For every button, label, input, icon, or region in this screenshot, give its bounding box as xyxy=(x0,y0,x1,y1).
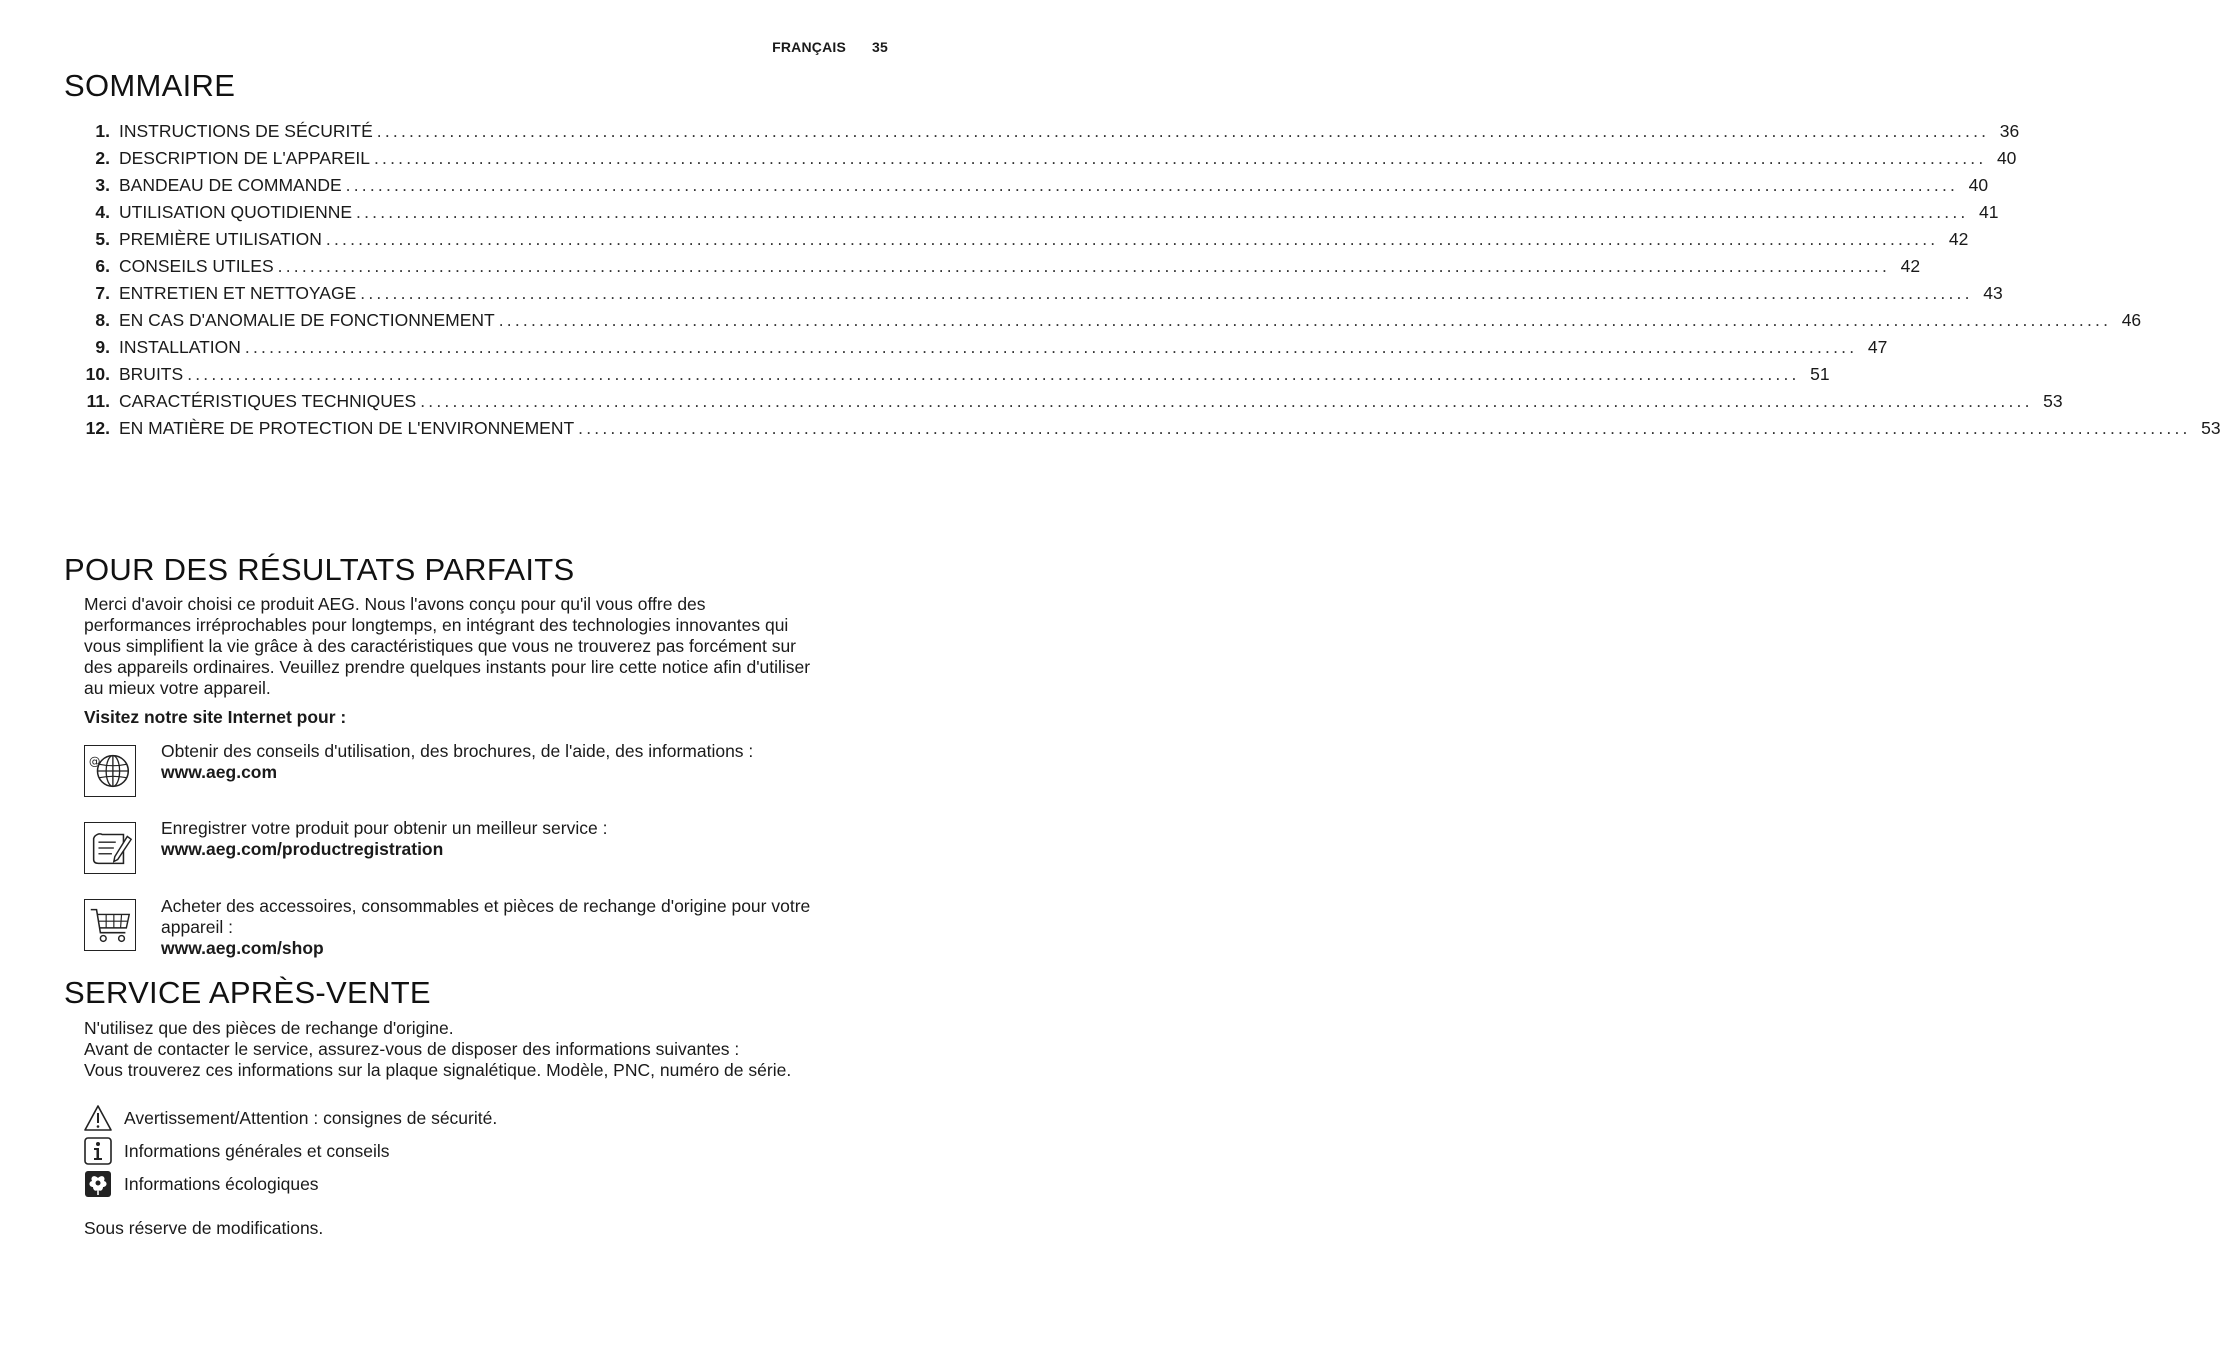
toc-number: 11. xyxy=(86,391,110,411)
toc-number: 5. xyxy=(95,229,110,249)
toc-page-number: 47 xyxy=(1867,337,1888,357)
toc-number: 1. xyxy=(95,121,110,141)
toc-number: 2. xyxy=(95,148,110,168)
toc-number: 6. xyxy=(95,256,110,276)
toc-entry[interactable] xyxy=(70,364,1830,391)
legend-eco xyxy=(84,1170,319,1198)
toc-title: INSTALLATION xyxy=(119,337,241,357)
page-number: 35 xyxy=(872,39,888,55)
toc-leader-dots: ........................................................................................................................................................................................................ xyxy=(360,283,1973,303)
link-description: Enregistrer votre produit pour obtenir un meilleur service : xyxy=(161,818,608,838)
page-header xyxy=(772,39,888,55)
toc-number: 9. xyxy=(95,337,110,357)
toc-title: EN MATIÈRE DE PROTECTION DE L'ENVIRONNEMENT xyxy=(119,418,575,438)
toc-title: EN CAS D'ANOMALIE DE FONCTIONNEMENT xyxy=(119,310,495,330)
link-description: appareil : xyxy=(161,917,233,937)
toc-page-number: 42 xyxy=(1900,256,1921,276)
intro-line: Merci d'avoir choisi ce produit AEG. Nous l'avons conçu pour qu'il vous offre des xyxy=(84,594,706,614)
toc-title: CONSEILS UTILES xyxy=(119,256,274,276)
toc-entry[interactable] xyxy=(70,337,1888,364)
eco-icon xyxy=(84,1170,112,1198)
toc-page-number: 40 xyxy=(1968,175,1989,195)
globe-at-icon xyxy=(84,745,136,797)
toc-leader-dots: ........................................................................................................................................................................................................ xyxy=(420,391,2033,411)
toc-page-number: 41 xyxy=(1978,202,1999,222)
link-website xyxy=(161,741,891,783)
toc-leader-dots: ........................................................................................................................................................................................................ xyxy=(187,364,1800,384)
link-registration xyxy=(161,818,891,860)
toc-title: INSTRUCTIONS DE SÉCURITÉ xyxy=(119,121,373,141)
toc-number: 10. xyxy=(85,364,110,384)
service-heading: SERVICE APRÈS-VENTE xyxy=(64,975,431,1010)
toc-page-number: 36 xyxy=(1999,121,2020,141)
intro-line: au mieux votre appareil. xyxy=(84,678,271,698)
svg-text:@: @ xyxy=(88,754,101,769)
legend-info xyxy=(84,1137,390,1165)
results-heading: POUR DES RÉSULTATS PARFAITS xyxy=(64,552,575,587)
registration-form-icon xyxy=(84,822,136,874)
intro-line: vous simplifient la vie grâce à des caractéristiques que vous ne trouverez pas forcément sur xyxy=(84,636,797,656)
toc-page-number: 53 xyxy=(2201,418,2221,438)
toc-number: 12. xyxy=(85,418,110,438)
toc-leader-dots: ........................................................................................................................................................................................................ xyxy=(325,229,1939,249)
toc-entry[interactable] xyxy=(70,148,2017,175)
legend-text: Avertissement/Attention : consignes de sécurité. xyxy=(124,1107,498,1128)
link-description: Obtenir des conseils d'utilisation, des brochures, de l'aide, des informations : xyxy=(161,741,754,761)
toc-number: 3. xyxy=(95,175,110,195)
toc-title: PREMIÈRE UTILISATION xyxy=(119,229,322,249)
toc-leader-dots: ........................................................................................................................................................................................................ xyxy=(578,418,2191,438)
toc-title: ENTRETIEN ET NETTOYAGE xyxy=(119,283,357,303)
visit-label: Visitez notre site Internet pour : xyxy=(84,707,347,727)
toc-heading: SOMMAIRE xyxy=(64,68,236,103)
legend-warning xyxy=(84,1104,497,1132)
toc-page-number: 53 xyxy=(2043,391,2063,411)
toc-entry[interactable] xyxy=(70,283,2003,310)
service-line: Avant de contacter le service, assurez-vous de disposer des informations suivantes : xyxy=(84,1039,740,1059)
website-link[interactable]: www.aeg.com xyxy=(161,762,278,782)
shopping-cart-icon xyxy=(84,899,136,951)
toc-title: BRUITS xyxy=(119,364,184,384)
toc-page-number: 43 xyxy=(1983,283,2003,303)
service-paragraph xyxy=(84,1018,896,1081)
warning-icon xyxy=(84,1104,112,1132)
shop-link[interactable]: www.aeg.com/shop xyxy=(161,938,324,958)
toc-entry[interactable] xyxy=(70,391,2063,418)
intro-line: performances irréprochables pour longtemps, en intégrant des technologies innovantes qui xyxy=(84,615,789,635)
toc-entry[interactable] xyxy=(70,418,2221,445)
toc-page-number: 42 xyxy=(1948,229,1969,249)
toc-leader-dots: ........................................................................................................................................................................................................ xyxy=(376,121,1990,141)
legend-text: Informations générales et conseils xyxy=(124,1140,390,1161)
toc-number: 4. xyxy=(95,202,110,222)
toc-entry[interactable] xyxy=(70,202,1999,229)
toc-entry[interactable] xyxy=(70,310,2142,337)
toc-leader-dots: ........................................................................................................................................................................................................ xyxy=(345,175,1959,195)
toc-entry[interactable] xyxy=(70,121,2020,148)
registration-link[interactable]: www.aeg.com/productregistration xyxy=(161,839,444,859)
toc-entry[interactable] xyxy=(70,229,1969,256)
info-icon xyxy=(84,1137,112,1165)
toc-leader-dots: ........................................................................................................................................................................................................ xyxy=(277,256,1891,276)
toc-page-number: 51 xyxy=(1810,364,1830,384)
toc-number: 8. xyxy=(95,310,110,330)
toc-leader-dots: ........................................................................................................................................................................................................ xyxy=(356,202,1969,222)
table-of-contents xyxy=(70,121,2221,445)
service-line: N'utilisez que des pièces de rechange d'origine. xyxy=(84,1018,454,1038)
toc-title: CARACTÉRISTIQUES TECHNIQUES xyxy=(119,391,417,411)
toc-page-number: 46 xyxy=(2121,310,2142,330)
toc-leader-dots: ........................................................................................................................................................................................................ xyxy=(374,148,1987,168)
toc-entry[interactable] xyxy=(70,256,1921,283)
toc-number: 7. xyxy=(95,283,110,303)
link-shop xyxy=(161,896,891,959)
service-line: Vous trouverez ces informations sur la plaque signalétique. Modèle, PNC, numéro de série. xyxy=(84,1060,792,1080)
legend-text: Informations écologiques xyxy=(124,1173,319,1194)
toc-leader-dots: ........................................................................................................................................................................................................ xyxy=(498,310,2112,330)
footer-note: Sous réserve de modifications. xyxy=(84,1218,324,1238)
toc-leader-dots: ........................................................................................................................................................................................................ xyxy=(244,337,1858,357)
toc-entry[interactable] xyxy=(70,175,1989,202)
toc-title: BANDEAU DE COMMANDE xyxy=(119,175,342,195)
toc-title: DESCRIPTION DE L'APPAREIL xyxy=(119,148,370,168)
intro-line: des appareils ordinaires. Veuillez prendre quelques instants pour lire cette notice afin d'utiliser xyxy=(84,657,811,677)
toc-page-number: 40 xyxy=(1996,148,2017,168)
toc-title: UTILISATION QUOTIDIENNE xyxy=(119,202,353,222)
intro-paragraph xyxy=(84,594,896,699)
language-label: FRANÇAIS xyxy=(772,39,847,55)
link-description: Acheter des accessoires, consommables et pièces de rechange d'origine pour votre xyxy=(161,896,811,916)
